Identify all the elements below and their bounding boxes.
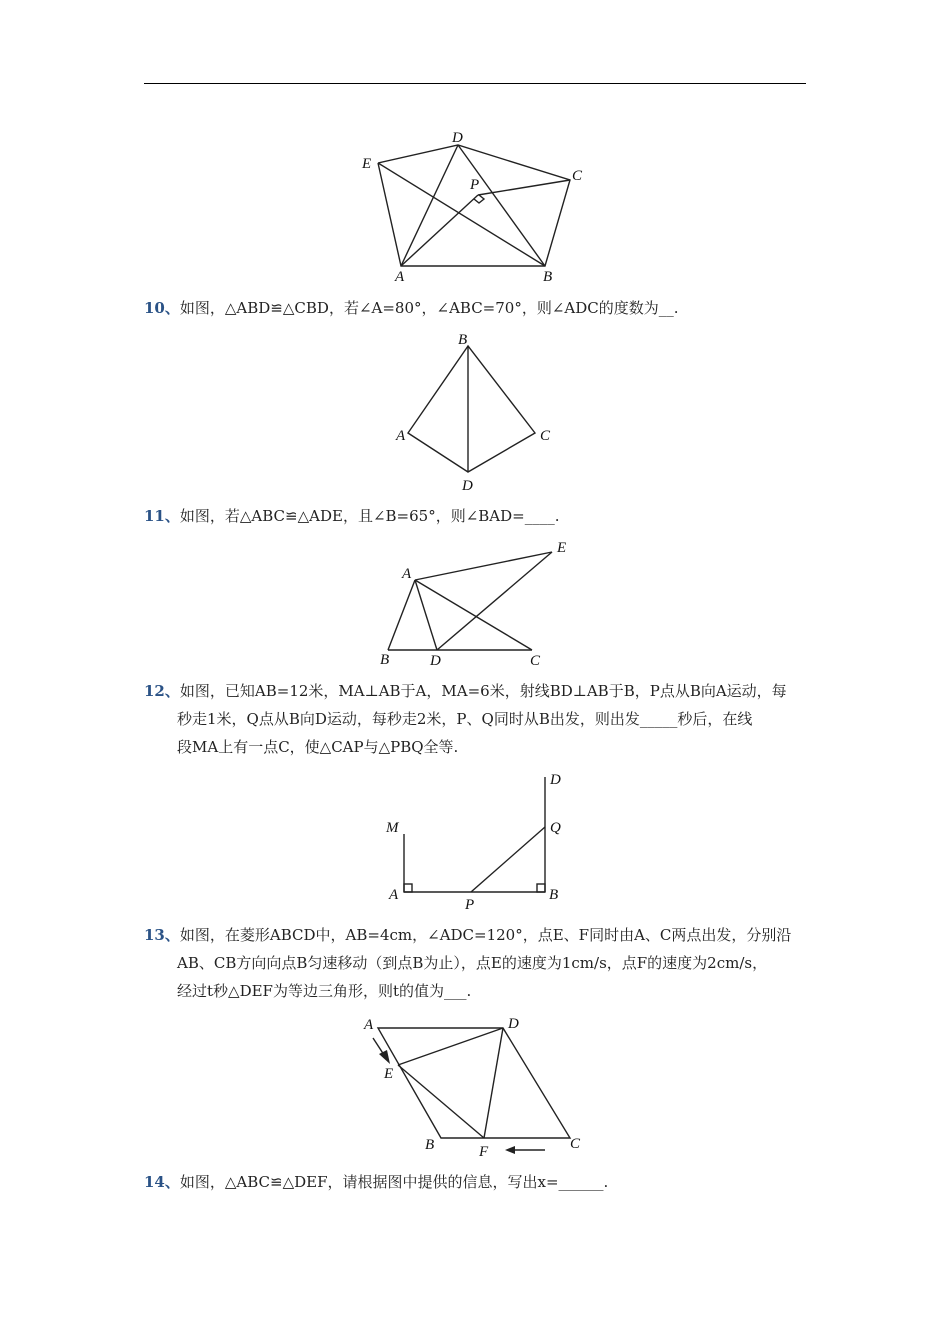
right-angle-mark xyxy=(474,195,484,203)
label-c: C xyxy=(572,168,583,184)
label-c: C xyxy=(530,653,541,669)
label-e: E xyxy=(557,540,567,556)
question-text: 如图，若△ABC≌△ADE，且∠B=65°，则∠BAD=____. xyxy=(179,507,560,525)
segment-pq xyxy=(471,827,545,892)
question-number: 12、 xyxy=(144,682,180,700)
label-a: A xyxy=(389,887,399,903)
question-text-line-2: AB、CB方向向点B匀速移动（到点B为止），点E的速度为1cm/s，点F的速度为2cm/s， xyxy=(177,954,768,972)
question-12 xyxy=(144,677,808,761)
question-number: 11、 xyxy=(144,507,180,525)
label-d: D xyxy=(550,772,561,788)
figure-triangles xyxy=(375,535,575,670)
figure-kite xyxy=(390,330,560,495)
question-text-line-2: 秒走1米，Q点从B向D运动，每秒走2米，P、Q同时从B出发，则出发_____秒后，在线 xyxy=(177,710,753,728)
label-p: P xyxy=(470,177,480,193)
question-text-line-3: 段MA上有一点C，使△CAP与△PBQ全等. xyxy=(177,738,459,756)
pentagon-outline xyxy=(378,145,570,266)
segment-bd xyxy=(458,145,545,266)
segment-de xyxy=(437,552,552,650)
segment-pc xyxy=(478,180,570,195)
question-text-line-1: 如图，在菱形ABCD中，AB=4cm，∠ADC=120°，点E、F同时由A、C两点出发，分别沿 xyxy=(179,926,792,944)
segment-ad xyxy=(401,145,458,266)
label-p: P xyxy=(465,897,475,913)
question-11 xyxy=(144,502,808,530)
segment-ef xyxy=(398,1065,484,1138)
rhombus-outline xyxy=(378,1028,570,1138)
right-angle-b xyxy=(537,884,545,892)
segment-ap xyxy=(401,195,478,266)
segment-ae xyxy=(415,552,552,580)
label-a: A xyxy=(395,269,405,285)
label-a: A xyxy=(396,428,406,444)
label-b: B xyxy=(380,652,390,668)
label-b: B xyxy=(458,332,468,348)
label-e: E xyxy=(362,156,372,172)
question-number: 13、 xyxy=(144,926,180,944)
label-b: B xyxy=(549,887,559,903)
question-13 xyxy=(144,921,808,1005)
label-a: A xyxy=(364,1017,374,1033)
label-e: E xyxy=(384,1066,394,1082)
question-text-line-1: 如图，已知AB=12米，MA⊥AB于A，MA=6米，射线BD⊥AB于B，P点从B向A运动，每 xyxy=(179,682,787,700)
segment-ac xyxy=(415,580,532,650)
question-text: 如图，△ABC≌△DEF，请根据图中提供的信息，写出x=______. xyxy=(179,1173,609,1191)
label-b: B xyxy=(543,269,553,285)
figure-rhombus xyxy=(360,1012,590,1162)
header-rule xyxy=(144,83,806,84)
question-text: 如图，△ABD≌△CBD，若∠A=80°，∠ABC=70°，则∠ADC的度数为__. xyxy=(179,299,679,317)
arrow-e-head xyxy=(379,1050,390,1064)
kite-outline xyxy=(408,346,535,472)
label-m: M xyxy=(386,820,399,836)
label-a: A xyxy=(402,566,412,582)
label-d: D xyxy=(452,130,463,146)
question-text-line-3: 经过t秒△DEF为等边三角形，则t的值为___. xyxy=(177,982,472,1000)
label-f: F xyxy=(479,1144,489,1160)
segment-ab xyxy=(388,580,415,650)
question-10 xyxy=(144,294,808,322)
arrow-f-head xyxy=(505,1146,515,1154)
question-number: 14、 xyxy=(144,1173,180,1191)
label-d: D xyxy=(462,478,473,494)
question-number: 10、 xyxy=(144,299,180,317)
label-q: Q xyxy=(550,820,561,836)
label-b: B xyxy=(425,1137,435,1153)
figure-pentagon xyxy=(355,125,595,290)
segment-eb xyxy=(378,163,545,266)
label-d: D xyxy=(430,653,441,669)
question-14 xyxy=(144,1168,808,1196)
label-c: C xyxy=(570,1136,581,1152)
segment-ed xyxy=(398,1028,503,1065)
figure-moving-points xyxy=(380,768,580,916)
label-d: D xyxy=(508,1016,519,1032)
right-angle-a xyxy=(404,884,412,892)
segment-fd xyxy=(484,1028,503,1138)
label-c: C xyxy=(540,428,551,444)
